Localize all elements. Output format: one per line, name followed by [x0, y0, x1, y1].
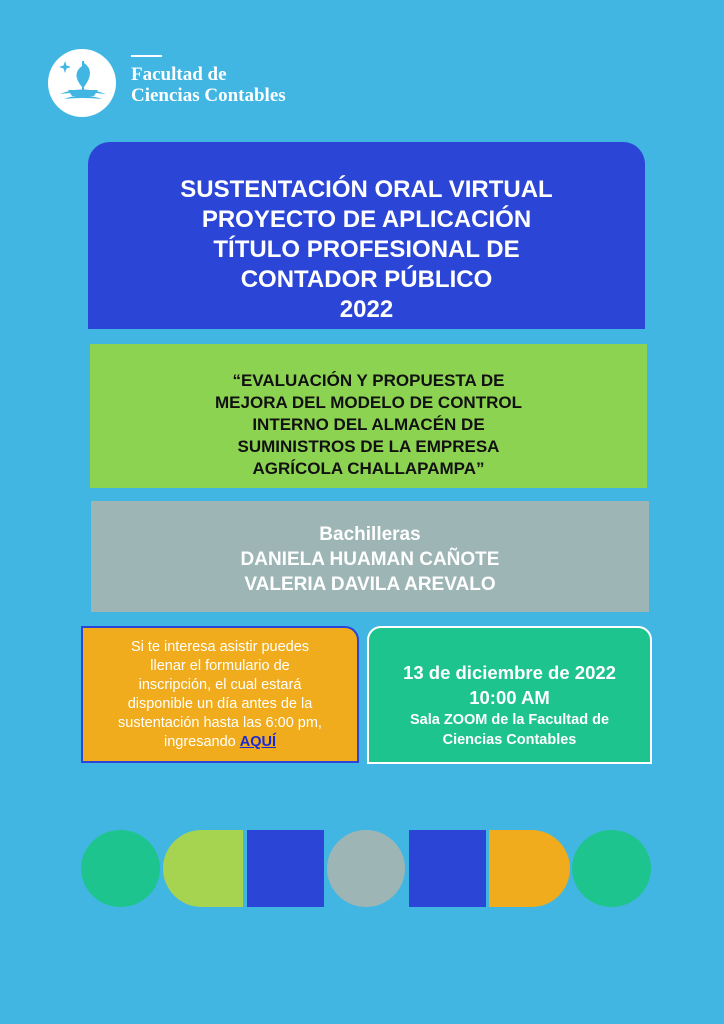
project-line: MEJORA DEL MODELO DE CONTROL: [215, 393, 522, 412]
title-line: CONTADOR PÚBLICO: [240, 266, 493, 293]
event-title-box: [88, 142, 645, 329]
event-details-box: [367, 626, 652, 764]
students-heading: Bachilleras: [319, 524, 421, 545]
event-venue-line1: Sala ZOOM de la Facultad de: [409, 712, 610, 728]
registration-line: disponible un día antes de la: [127, 696, 313, 712]
event-venue-line2: Ciencias Contables: [442, 732, 577, 748]
decorative-circle: [81, 830, 160, 907]
project-line: “EVALUACIÓN Y PROPUESTA DE: [232, 371, 505, 390]
title-year: 2022: [339, 296, 394, 323]
registration-link[interactable]: AQUÍ: [239, 734, 277, 750]
registration-info-box: [81, 626, 359, 763]
decorative-half-pill: [489, 830, 570, 907]
project-line: SUMINISTROS DE LA EMPRESA: [237, 437, 500, 456]
decorative-half-pill: [163, 830, 243, 907]
decorative-circle: [572, 830, 651, 907]
registration-last-line: [91, 733, 349, 752]
students-box: [91, 501, 649, 612]
faculty-name-line2: Ciencias Contables: [131, 85, 286, 106]
decorative-square: [247, 830, 324, 907]
faculty-name: [131, 64, 286, 106]
title-line: PROYECTO DE APLICACIÓN: [201, 206, 532, 233]
faculty-name-line1: Facultad de: [131, 64, 227, 85]
decorative-circle: [327, 830, 405, 907]
ship-emblem-icon: [46, 47, 118, 119]
project-line: AGRÍCOLA CHALLAPAMPA”: [252, 459, 485, 478]
logo-divider: [131, 55, 162, 57]
registration-line: llenar el formulario de: [150, 658, 290, 674]
event-date: 13 de diciembre de 2022: [403, 662, 616, 683]
decorative-square: [409, 830, 486, 907]
student-name: VALERIA DAVILA AREVALO: [244, 574, 496, 595]
registration-line: inscripción, el cual estará: [138, 677, 302, 693]
event-time: 10:00 AM: [469, 687, 550, 708]
project-line: INTERNO DEL ALMACÉN DE: [252, 415, 485, 434]
student-name: DANIELA HUAMAN CAÑOTE: [240, 549, 500, 570]
title-line: TÍTULO PROFESIONAL DE: [213, 236, 520, 263]
registration-line: sustentación hasta las 6:00 pm,: [118, 715, 322, 731]
project-title-box: [90, 344, 647, 488]
registration-line: Si te interesa asistir puedes: [130, 639, 310, 655]
registration-prefix: ingresando: [163, 734, 240, 750]
title-line: SUSTENTACIÓN ORAL VIRTUAL: [180, 176, 553, 203]
